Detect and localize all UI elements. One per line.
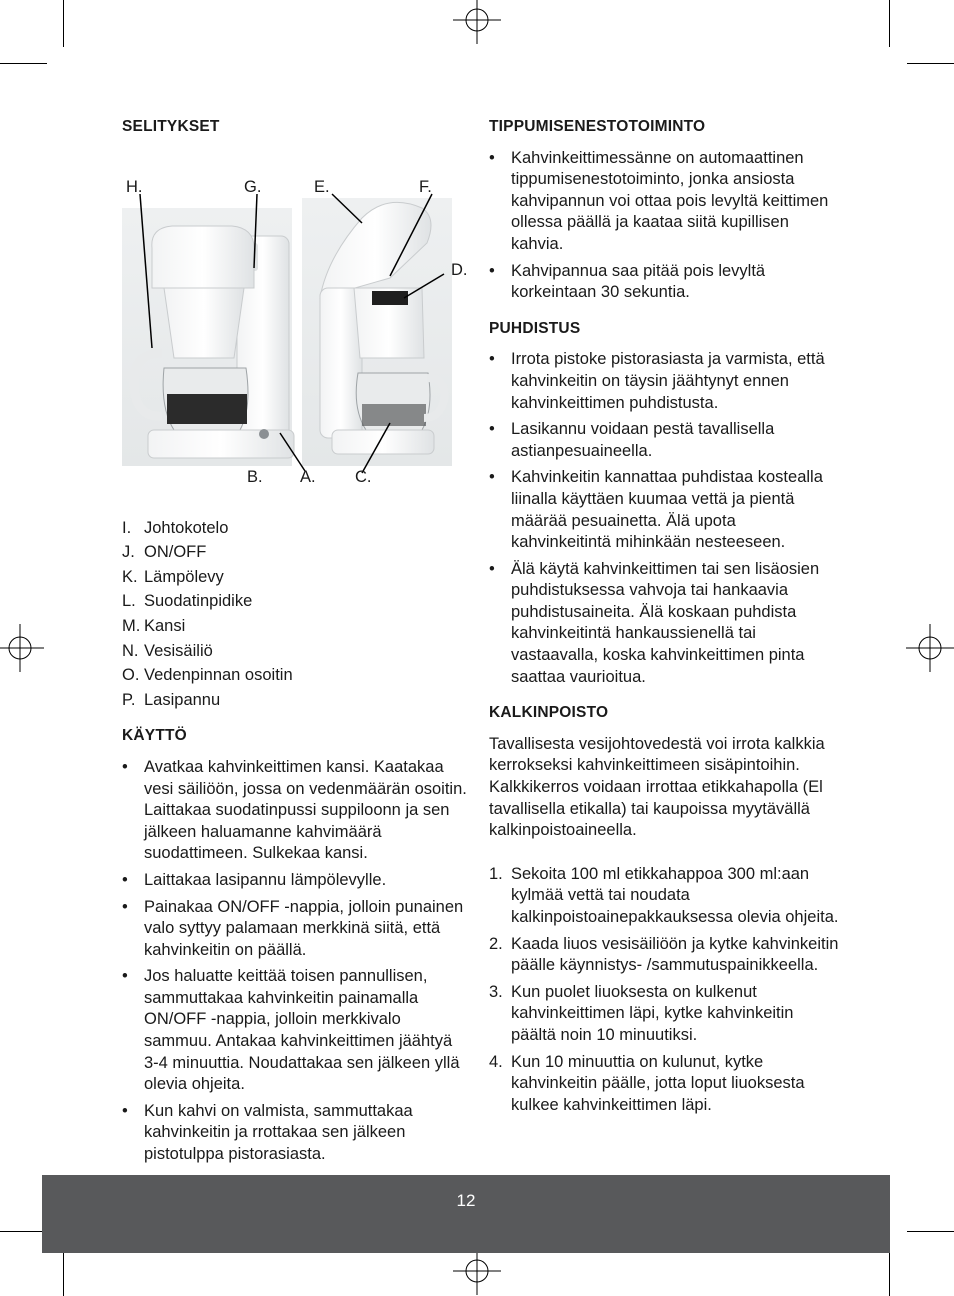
list-item (489, 982, 839, 1047)
list-text: Kun puolet liuoksesta on kulkenut kahvinkeittimen läpi, kytke kahvinkeitin päältä noin 10 minuutiksi. (511, 982, 794, 1044)
registration-mark-bottom (453, 1247, 501, 1295)
kalkinpoisto-steps (489, 864, 839, 1117)
list-item (122, 641, 467, 663)
crop-mark (63, 1249, 64, 1296)
figure-label-b: B. (247, 467, 263, 486)
figure-label-g: G. (244, 177, 262, 196)
figure-label-f: F. (419, 177, 432, 196)
list-item: • Kahvinkeittimessänne on automaattinen tippumisenestotoiminto, jonka ansiosta kahvipannun voi ottaa pois levyltä keittimen ollessa päällä ja kaataa siitä kupillisen kahvia. (489, 148, 839, 256)
list-item: • Avatkaa kahvinkeittimen kansi. Kaatakaa vesi säiliöön, jossa on vedenmäärän osoitin. Laittakaa suodatinpussi suppiloonn ja sen jälkeen haluamanne kahvimäärä suodattimeen. Sulkekaa kansi. (122, 757, 467, 865)
list-item: • Kun kahvi on valmista, sammuttakaa kahvinkeitin ja rrottakaa sen jälkeen pistotulppa pistorasiasta. (122, 1101, 467, 1166)
list-text: Kaada liuos vesisäiliöön ja kytke kahvinkeitin päälle käynnistys- /sammutuspainikkeella. (511, 934, 839, 975)
list-text: Kun 10 minuuttia on kulunut, kytke kahvinkeitin päälle, jotta loput liuoksesta kulkee kahvinkeittimen läpi. (511, 1052, 805, 1114)
list-item (122, 616, 467, 638)
list-text: Suodatinpidike (144, 592, 253, 611)
list-item: • Laittakaa lasipannu lämpölevylle. (122, 870, 467, 892)
crop-mark (0, 1231, 47, 1232)
list-text: Vedenpinnan osoitin (144, 666, 293, 685)
tippumis-heading: TIPPUMISENESTOTOIMINTO (489, 118, 706, 135)
figure-label-d: D. (451, 260, 468, 279)
list-item (122, 665, 467, 687)
list-item (489, 864, 839, 929)
list-item: • Älä käytä kahvinkeittimen tai sen lisäosien puhdistuksessa vahvoja tai hankaavia puhdistusaineita. Älä koskaan puhdista kahvinkeitintä hankaussienellä tai vastaavalla, koska kahvinkeittimen pinta saattaa vaurioitua. (489, 559, 839, 689)
tippumis-list (489, 148, 839, 304)
list-marker: O. (122, 666, 140, 685)
crop-mark (889, 0, 890, 47)
list-item: • Lasikannu voidaan pestä tavallisella astianpesuaineella. (489, 419, 839, 462)
list-item: • Irrota pistoke pistorasiasta ja varmista, että kahvinkeitin on täysin jäähtynyt ennen kahvinkeittimen puhdistusta. (489, 349, 839, 414)
list-marker: K. (122, 567, 138, 586)
kalkinpoisto-heading: KALKINPOISTO (489, 704, 609, 722)
list-marker: J. (122, 543, 135, 562)
list-marker: 2. (489, 934, 503, 953)
list-item: • Painakaa ON/OFF -nappia, jolloin punainen valo syttyy palamaan merkkinä siitä, että kahvinkeitin on päällä. (122, 897, 467, 962)
figure-label-c: C. (355, 467, 372, 486)
list-marker: 1. (489, 864, 503, 883)
figure-label-h: H. (126, 177, 143, 196)
figure-label-a: A. (300, 467, 316, 486)
list-item (122, 518, 467, 540)
parts-list (122, 518, 467, 712)
crop-mark (0, 63, 47, 64)
list-text: Vesisäiliö (144, 641, 213, 660)
page-number: 12 (456, 1191, 476, 1210)
list-item: • Jos haluatte keittää toisen pannullisen, sammuttakaa kahvinkeitin painamalla ON/OFF -nappia, jolloin merkkivalo sammuu. Antakaa kahvinkeittimen jäähtyä 3-4 minuuttia. Noudattakaa sen jälkeen yllä olevia ohjeita. (122, 966, 467, 1096)
list-item (489, 934, 839, 977)
list-item (122, 567, 467, 589)
list-item (122, 591, 467, 613)
footer-bar (42, 1175, 890, 1253)
list-marker: I. (122, 518, 132, 537)
kaytto-heading: KÄYTTÖ (122, 727, 187, 745)
selitykset-heading: SELITYKSET (122, 118, 220, 135)
list-text: Johtokotelo (144, 518, 229, 537)
list-item: • Kahvinkeitin kannattaa puhdistaa kostealla liinalla käyttäen kuumaa vettä ja pientä määrää pesuainetta. Älä upota kahvinkeitintä mihinkään nesteeseen. (489, 467, 839, 553)
registration-mark-right (906, 624, 954, 672)
list-text: ON/OFF (144, 543, 207, 562)
kaytto-list (122, 757, 467, 1166)
list-marker: 3. (489, 982, 503, 1001)
list-marker: N. (122, 641, 139, 660)
crop-mark (889, 1249, 890, 1296)
list-item: • Kahvipannua saa pitää pois levyltä korkeintaan 30 sekuntia. (489, 261, 839, 304)
coffee-maker-illustration (122, 148, 467, 500)
list-item (122, 542, 467, 564)
list-item (122, 690, 467, 712)
list-marker: P. (122, 690, 136, 709)
registration-mark-left (0, 624, 44, 672)
right-column (489, 116, 839, 1121)
figure-label-e: E. (314, 177, 330, 196)
puhdistus-list (489, 349, 839, 688)
crop-mark (907, 63, 954, 64)
kalkinpoisto-intro: Tavallisesta vesijohtovedestä voi irrota kalkkia kerrokseksi kahvinkeittimeen sisäpintoihin. Kalkkikerros voidaan irrottaa etikkahapolla (El tavallisella etikalla) tai kaupoissa myytävällä kalkinpoistoaineella. (489, 734, 825, 840)
list-marker: 4. (489, 1052, 503, 1071)
registration-mark-top (453, 0, 501, 44)
list-marker: L. (122, 592, 136, 611)
list-text: Sekoita 100 ml etikkahappoa 300 ml:aan kylmää vettä tai noudata kalkinpoistoainepakkauksessa olevia ohjeita. (511, 864, 839, 926)
list-marker: M. (122, 616, 141, 635)
left-column (122, 116, 467, 1180)
list-text: Kansi (144, 616, 186, 635)
crop-mark (907, 1231, 954, 1232)
list-item (489, 1052, 839, 1117)
crop-mark (63, 0, 64, 47)
list-text: Lämpölevy (144, 567, 224, 586)
coffee-maker-figure (122, 148, 467, 500)
list-text: Lasipannu (144, 690, 221, 709)
puhdistus-heading: PUHDISTUS (489, 319, 581, 337)
